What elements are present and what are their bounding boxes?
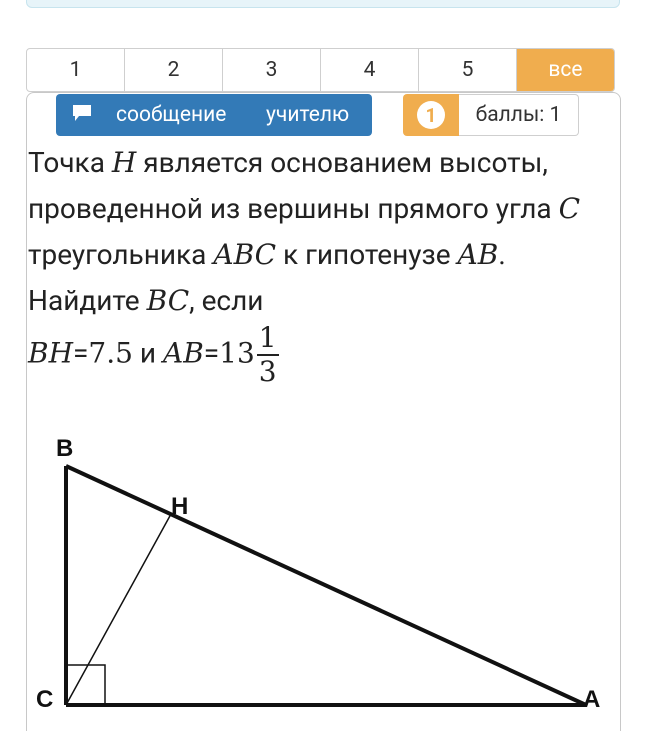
ab-denominator: 3 [258, 355, 277, 388]
score-label: баллы: 1 [459, 94, 579, 136]
message-teacher-button[interactable] [56, 94, 372, 136]
speech-bubble-icon [72, 103, 92, 123]
equals-sign: = [203, 336, 220, 370]
ab-whole: 13 [219, 336, 255, 370]
math-AB: AB [162, 336, 204, 370]
vertex-label-B: B [56, 435, 74, 462]
message-button-label-1: сообщение [116, 103, 227, 127]
score-badge [403, 94, 459, 136]
message-button-label-2: учителю [266, 103, 350, 127]
score-badge-number: 1 [417, 101, 445, 129]
equals-sign: = [73, 336, 89, 370]
vertex-label-A: A [583, 686, 601, 713]
vertex-label-H: H [171, 493, 189, 520]
math-ABC: ABC [213, 238, 277, 271]
top-banner [26, 0, 620, 8]
hypotenuse-BA [66, 466, 586, 705]
page-button-4[interactable]: 4 [321, 49, 419, 91]
ab-fraction [257, 321, 279, 388]
altitude-CH [66, 514, 171, 705]
triangle-figure [0, 420, 651, 731]
math-C: C [558, 192, 581, 225]
problem-text: треугольника [28, 238, 214, 271]
ab-numerator: 1 [258, 321, 277, 354]
math-BH: BH [28, 336, 73, 370]
problem-text: является основанием высоты, проведенной из вершины прямого угла [28, 146, 559, 225]
math-BC: BC [146, 284, 190, 317]
problem-text: Точка [28, 146, 112, 179]
problem-text: к гипотенузе [276, 238, 458, 271]
page-button-2[interactable]: 2 [125, 49, 223, 91]
page-button-all[interactable]: все [517, 49, 614, 91]
problem-text: , если [189, 284, 264, 317]
vertex-label-C: C [36, 686, 54, 713]
task-pager [26, 48, 615, 92]
problem-statement [28, 140, 618, 386]
bh-value: 7.5 [88, 336, 133, 370]
problem-text: . Найдите [28, 238, 506, 317]
page-button-3[interactable]: 3 [223, 49, 321, 91]
page-button-5[interactable]: 5 [419, 49, 517, 91]
page-button-1[interactable]: 1 [27, 49, 125, 91]
math-AB: AB [457, 238, 499, 271]
math-H: H [111, 146, 137, 179]
problem-text: и [132, 336, 163, 370]
